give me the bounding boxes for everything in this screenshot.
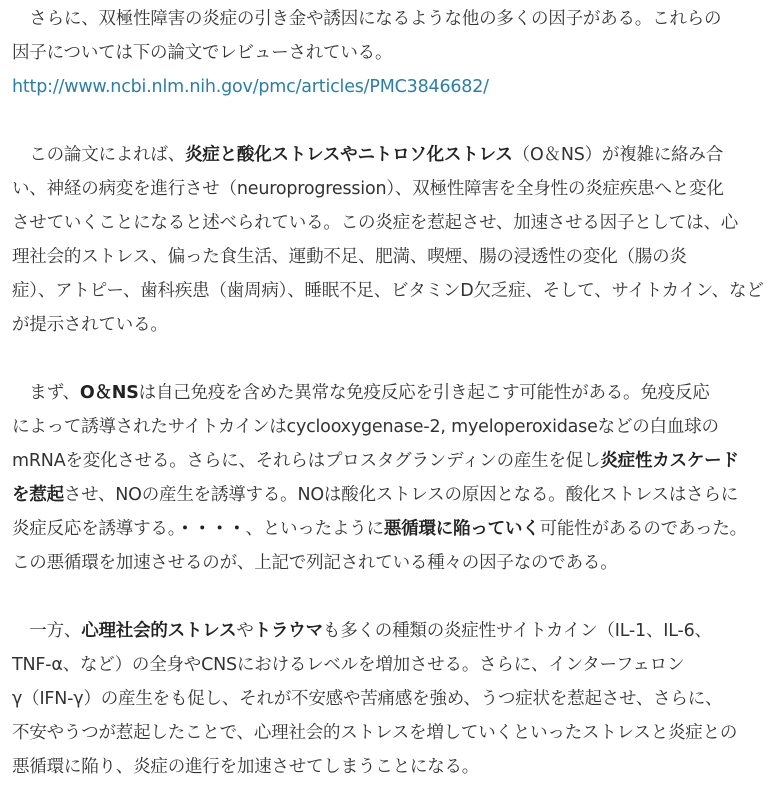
text-line (12, 614, 760, 648)
text-line (12, 376, 760, 410)
article-body (0, 2, 764, 784)
paragraph-other-factors (12, 2, 760, 104)
paragraph-ons-mechanism (12, 376, 760, 580)
text-line: 因子については下の論文でレビューされている。 (12, 43, 393, 63)
text-span: 一方、 (12, 621, 82, 641)
text-line: 悪循環に陥り、炎症の進行を加速させてしまうことになる。 (12, 757, 480, 777)
text-span: 可能性があるのであった。 (539, 519, 747, 539)
text-line: さらに、双極性障害の炎症の引き金や誘因になるような他の多くの因子がある。これらの (12, 9, 722, 29)
paragraph-gap (12, 580, 760, 614)
text-line: い、神経の病変を進行させ（neuroprogression）、双極性障害を全身性の炎症疾患へと変化 (12, 179, 724, 199)
paragraph-paper-summary (12, 138, 764, 342)
reference-link[interactable]: http://www.ncbi.nlm.nih.gov/pmc/articles/PMC3846682/ (12, 77, 489, 97)
text-span: mRNAを変化させる。さらに、それらはプロスタグランディンの産生を促し (12, 451, 601, 471)
text-span: や (236, 621, 254, 641)
bold-phrase: 炎症性カスケード (600, 451, 739, 471)
bold-phrase: 炎症と酸化ストレスやニトロソ化ストレス (185, 145, 513, 165)
text-line (12, 478, 760, 512)
paragraph-gap (12, 104, 760, 138)
text-line: 理社会的ストレス、偏った食生活、運動不足、肥満、喫煙、腸の浸透性の変化（腸の炎 (12, 247, 687, 267)
text-line: によって誘導されたサイトカインはcyclooxygenase-2, myeloperoxidaseなどの白血球の (12, 417, 719, 437)
text-line (12, 138, 760, 172)
text-span: まず、 (12, 383, 80, 403)
text-span: （O＆NS）が複雑に絡み合 (512, 145, 724, 165)
bold-phrase: 悪循環に陥っていく (383, 519, 540, 539)
text-line: この悪循環を加速させるのが、上記で列記されている種々の因子なのである。 (12, 553, 618, 573)
text-span: は自己免疫を含めた異常な免疫反応を引き起こす可能性がある。免疫反応 (138, 383, 710, 403)
text-line: させていくことになると述べられている。この炎症を惹起させ、加速させる因子としては、心 (12, 213, 739, 233)
text-line (12, 444, 760, 478)
paragraph-gap (12, 342, 760, 376)
text-span: 炎症反応を誘導する。 (12, 519, 177, 539)
text-line (12, 512, 760, 546)
text-span: この論文によれば、 (12, 145, 185, 165)
bold-phrase: を惹起 (12, 485, 64, 505)
paragraph-stress-trauma (12, 614, 760, 784)
text-line: TNF-α、など）の全身やCNSにおけるレベルを増加させる。さらに、インターフェロン (12, 655, 685, 675)
text-span: 、といったように (245, 519, 384, 539)
text-line: が提示されている。 (12, 315, 168, 335)
text-span: も多くの種類の炎症性サイトカイン（IL-1、IL-6、 (322, 621, 712, 641)
text-line: 不安やうつが惹起したことで、心理社会的ストレスを増していくといったストレスと炎症との (12, 723, 738, 743)
bold-phrase: 心理社会的ストレス (81, 621, 237, 641)
bold-phrase: O＆NS (79, 383, 139, 403)
text-line: γ（IFN-γ）の産生をも促し、それが不安感や苦痛感を強め、うつ症状を惹起させ、さらに、 (12, 689, 723, 709)
bold-phrase: トラウマ (253, 621, 323, 641)
text-span: させ、NOの産生を誘導する。NOは酸化ストレスの原因となる。酸化ストレスはさらに (63, 485, 739, 505)
text-line: 症）、アトピー、歯科疾患（歯周病）、睡眠不足、ビタミンD欠乏症、そして、サイトカイン、など (12, 281, 764, 301)
bold-phrase: ・・・・ (176, 519, 246, 539)
